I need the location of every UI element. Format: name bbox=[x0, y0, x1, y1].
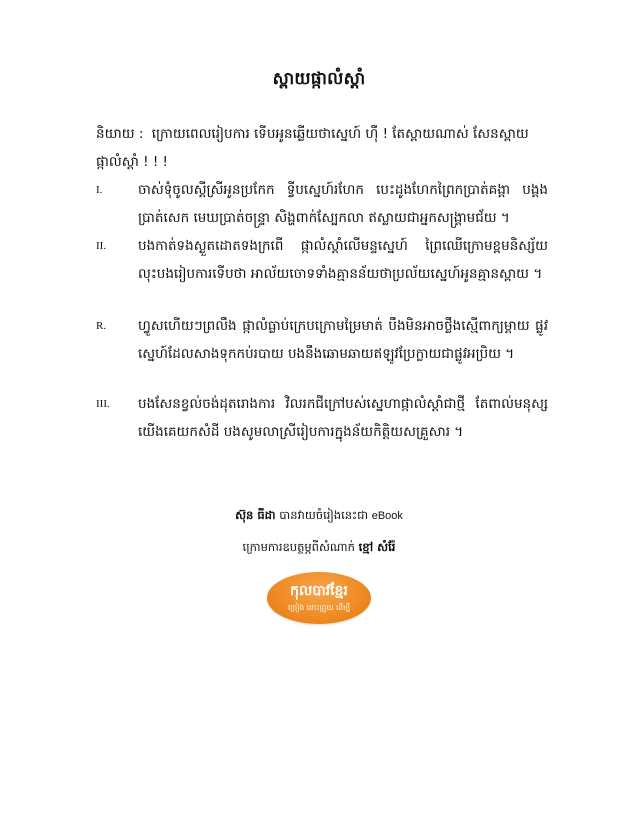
typist-credit-text: បានវាយចំរៀងនេះជា bbox=[279, 508, 369, 522]
refrain-marker: R. bbox=[96, 320, 107, 332]
refrain-item bbox=[96, 312, 548, 368]
verse-item bbox=[96, 232, 548, 288]
refrain-text: ហ្វូសហើយៗព្រលឹង ផ្កាលំធ្លាប់ក្រេបក្រោមម្រៃមាត់ បឹងមិនអាចថ្លឹងស្មើពាក្យម្ដាយ ផ្លូវស្នេហ៍ដែលសាងទុកកប់របាយ បងនឹងឆោមឆាយឥឡូវប្រែក្លាយជាផ្លូវអប្រិយ ។ bbox=[138, 318, 548, 362]
site-logo bbox=[267, 572, 371, 624]
ebook-label: eBook bbox=[371, 510, 403, 522]
verse-text: ចាស់ទុំចូលស្ដីស្រីអូនប្រកែក ទ្វីបស្នេហ៍រហែក បេះដូងហែកព្រៃកប្រាត់គង្គា បង្គងប្រាត់សេក មេឃប្រាត់ចន្ទ្រា សិង្ហពាក់ស្បែកលា ឥស្លាយជាអ្នកសង្គ្រាមជ័យ ។ bbox=[138, 182, 548, 226]
verse-marker: II. bbox=[96, 240, 107, 252]
intro-label: និយាយ : bbox=[96, 126, 144, 142]
logo-sub-text: ច្រៀង ដោះព្រួយ ដើម្បី bbox=[287, 603, 351, 612]
verse-text: បងកាត់ទងស្ងួតដោតទងក្រពើ ផ្កាលំស្ដាំលើមន្ទស្នេហ៍ ព្រៃឈើក្រោមខ្ពមនិស្ស័យលុះបងរៀបការទើបថា អាល័យចោទទាំងគ្មានន័យថាប្រល័យស្នេហ៍អូនគ្មានស្ពាយ ។ bbox=[138, 238, 548, 282]
verse-text: បងសែនខ្វល់ចង់ដុតរោងការ វិលរកជីក្រៅបស់ស្នេហាផ្កាលំស្ដាំជាថ្មី តែពាល់មនុស្សយើងគេយកសំដី បងសូមលាស្រីរៀបការក្នុងន័យកិត្តិយសគ្រួសារ ។ bbox=[138, 396, 548, 440]
verse-marker: III. bbox=[96, 398, 110, 410]
song-title: ស្ពាយផ្កាលំស្ដាំ bbox=[272, 69, 366, 89]
intro-paragraph bbox=[96, 120, 548, 176]
sponsor-credit-text: ក្រោមការឧបត្ថម្ភពីសំណាក់ bbox=[242, 540, 355, 554]
intro-text: ក្រោយពេលរៀបការ ទើបអូនឆ្លើយថាស្នេហ៍ ហ៊ឺ ! តែស្ពាយណាស់ សែនស្ពាយ ផ្កាលំស្ដាំ ! ! ! bbox=[96, 126, 529, 170]
logo-main-text: កុលបាវខ្មែរ bbox=[290, 583, 348, 599]
verse-marker: I. bbox=[96, 184, 103, 196]
sponsor-credit bbox=[0, 540, 638, 557]
verse-item bbox=[96, 176, 548, 232]
verse-item bbox=[96, 390, 548, 446]
typist-credit bbox=[0, 508, 638, 525]
sponsor-name: ខ្មៅ សំរ៉ែ bbox=[358, 540, 396, 554]
typist-name: ស៊ុន ធីដា bbox=[235, 508, 276, 522]
